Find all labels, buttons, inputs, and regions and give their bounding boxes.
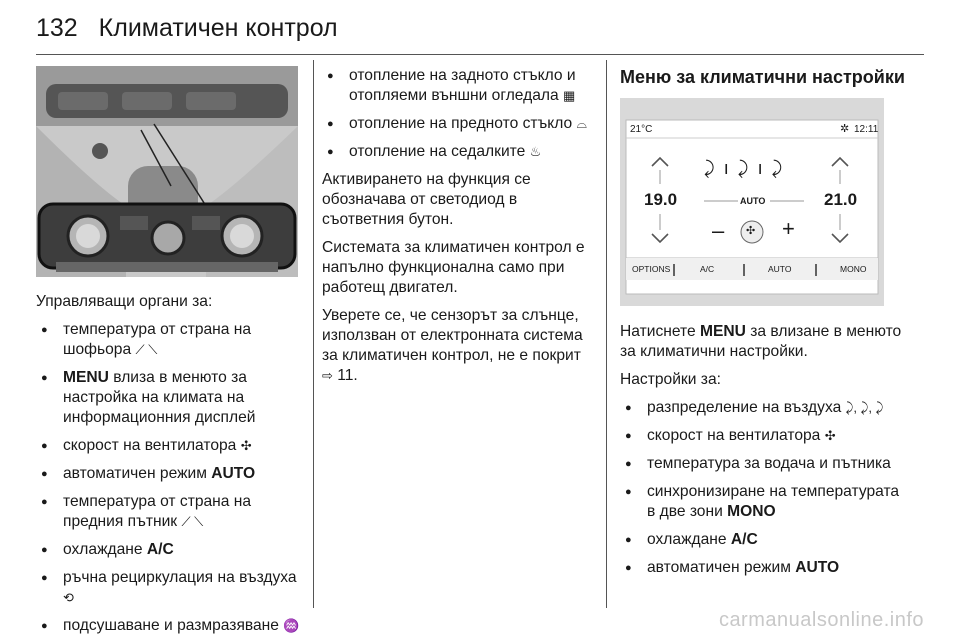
outside-temperature: 21°C (630, 124, 653, 135)
list-item: ● скорост на вентилатора ✣ (36, 436, 306, 456)
auto-keyword: AUTO (211, 465, 256, 482)
page-reference-link[interactable]: 11. (337, 367, 358, 384)
list-item: ● отопление на предното стъкло ⌓ (322, 114, 594, 134)
watermark: carmanualsonline.info (718, 609, 924, 631)
seat-heating-icon: ♨ (529, 144, 542, 159)
windscreen-heating-icon: ⌓ (576, 116, 587, 131)
clock: 12:11 (854, 124, 879, 135)
controls-list (36, 320, 306, 636)
ac-button[interactable]: A/C (700, 264, 715, 274)
list-item: ● отопление на задното стъкло и отопляеми външни огледала ▦ (322, 66, 594, 106)
auto-keyword: AUTO (795, 559, 840, 576)
column-3-heading (620, 66, 910, 102)
climate-panel-photo (36, 66, 298, 277)
list-item: ● автоматичен режим AUTO (36, 464, 306, 484)
menu-keyword: MENU (63, 369, 109, 386)
fan-icon: ✣ (824, 428, 836, 443)
ac-keyword: A/C (730, 531, 758, 548)
list-item: ● охлаждане A/C (36, 540, 306, 560)
list-item: ● скорост на вентилатора ✣ (620, 426, 910, 446)
menu-keyword: MENU (700, 323, 746, 340)
column-3 (620, 322, 910, 586)
page-reference-icon: ⇨ (322, 368, 333, 383)
rear-window-heating-icon: ▦ (563, 88, 576, 103)
temperature-knob-icon: ⟋ ⟍ (135, 342, 158, 357)
fan-icon: ✣ (240, 438, 252, 453)
climate-screen-figure (620, 98, 884, 306)
settings-intro: Настройки за: (620, 371, 721, 388)
list-item: ● автоматичен режим AUTO (620, 558, 910, 578)
list-item: ● отопление на седалките ♨ (322, 142, 594, 162)
recirculation-icon: ⟲ (63, 590, 74, 605)
options-button[interactable]: OPTIONS (632, 264, 671, 274)
page-title: Климатичен контрол (98, 14, 338, 42)
list-item: ● ръчна рециркулация на въздуха ⟲ (36, 568, 306, 608)
auto-button[interactable]: AUTO (768, 264, 792, 274)
list-item: ● подсушаване и размразяване ♒ (36, 616, 306, 636)
mono-keyword: MONO (727, 503, 776, 520)
list-item: ● температура от страна на шофьора ⟋ ⟍ (36, 320, 306, 360)
temperature-knob-icon: ⟋ ⟍ (181, 514, 204, 529)
defrost-icon: ♒ (283, 618, 300, 633)
fan-icon: ✣ (746, 225, 756, 237)
fan-decrease-button[interactable]: – (712, 218, 725, 243)
page-number: 132 (36, 14, 78, 42)
fan-increase-button[interactable]: + (782, 216, 795, 241)
menu-paragraph: Натиснете MENU за влизане в менюто за климатични настройки. (620, 323, 902, 360)
column-1 (36, 292, 306, 644)
heating-list (322, 66, 594, 162)
settings-list (620, 398, 910, 578)
list-item: ● температура за водача и пътника (620, 454, 910, 474)
left-temperature: 19.0 (644, 190, 678, 209)
column-2 (322, 66, 594, 394)
led-paragraph: Активирането на функция се обозначава от светодиод в съответния бутон. (322, 171, 531, 228)
header-rule (36, 54, 924, 55)
air-distribution-buttons[interactable]: ⤸ ı ⤸ ı ⤸ (704, 158, 785, 178)
list-item: ● охлаждане A/C (620, 530, 910, 550)
list-item: ● синхронизиране на температурата в две зони MONO (620, 482, 910, 522)
air-distribution-icon: ⤸, ⤸, ⤸ (845, 400, 884, 415)
right-temperature: 21.0 (824, 190, 858, 209)
column-divider-left (313, 60, 314, 608)
section-title: Меню за климатични настройки (620, 67, 905, 87)
list-item: ● MENU влиза в менюто за настройка на климата на информационния дисплей (36, 368, 306, 428)
controls-intro: Управляващи органи за: (36, 293, 213, 310)
auto-indicator: AUTO (740, 196, 766, 206)
list-item: ● разпределение на въздуха ⤸, ⤸, ⤸ (620, 398, 910, 418)
mono-button[interactable]: MONO (840, 264, 867, 274)
sensor-paragraph: Уверете се, че сензорът за слънце, използван от електронната система за климатичен контрол, не е покрит ⇨ 11. (322, 307, 583, 384)
ac-keyword: A/C (146, 541, 174, 558)
list-item: ● температура от страна на предния пътник ⟋ ⟍ (36, 492, 306, 532)
column-divider-right (606, 60, 607, 608)
page-header (36, 14, 338, 54)
engine-paragraph: Системата за климатичен контрол е напълно функционална само при работещ двигател. (322, 239, 585, 296)
gear-icon[interactable]: ✲ (840, 123, 850, 135)
